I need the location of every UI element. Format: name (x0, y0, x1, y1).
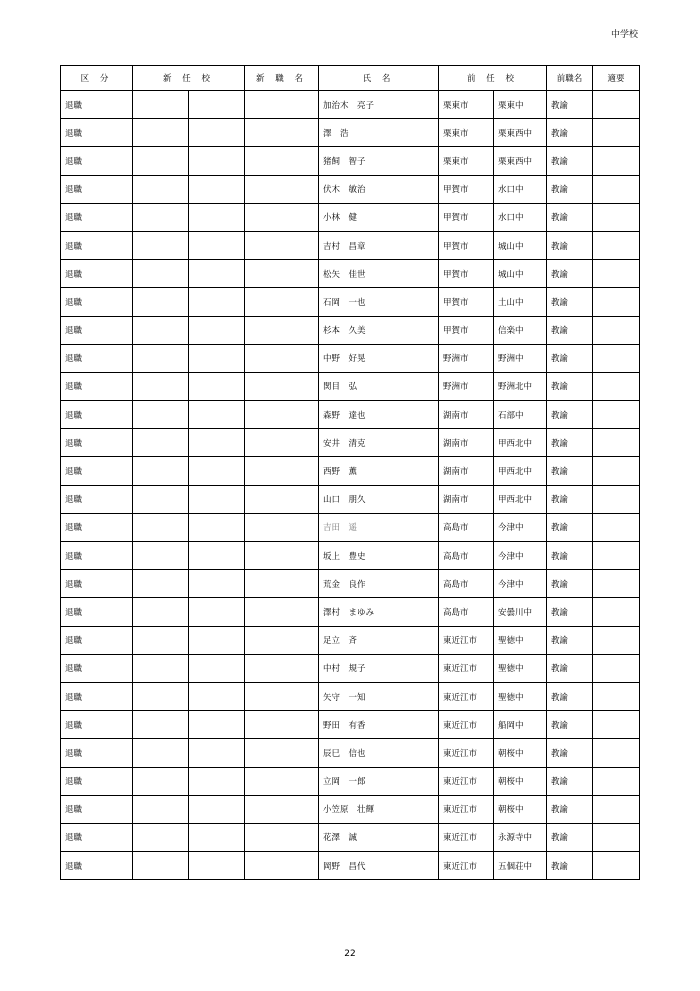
name-cell: 吉村 昌章 (319, 231, 439, 259)
prev-position-cell: 教諭 (547, 513, 593, 541)
name-cell: 岡野 昌代 (319, 852, 439, 880)
table-row (61, 542, 640, 570)
name-cell: 荒金 良作 (319, 570, 439, 598)
new-school-city-cell (133, 598, 189, 626)
prev-position-cell: 教諭 (547, 372, 593, 400)
remarks-cell (593, 372, 640, 400)
new-position-cell (245, 91, 319, 119)
personnel-table (60, 65, 640, 880)
new-position-cell (245, 570, 319, 598)
prev-school-city-cell: 東近江市 (439, 795, 494, 823)
header-remarks: 適要 (593, 66, 640, 91)
category-cell: 退職 (61, 598, 133, 626)
remarks-cell (593, 513, 640, 541)
name-cell: 中村 規子 (319, 654, 439, 682)
name-cell: 松矢 佳世 (319, 260, 439, 288)
new-position-cell (245, 231, 319, 259)
new-school-name-cell (189, 654, 245, 682)
new-position-cell (245, 513, 319, 541)
name-cell: 森野 達也 (319, 401, 439, 429)
table-row (61, 823, 640, 851)
category-cell: 退職 (61, 119, 133, 147)
remarks-cell (593, 288, 640, 316)
new-school-city-cell (133, 570, 189, 598)
new-school-city-cell (133, 316, 189, 344)
table-row (61, 457, 640, 485)
remarks-cell (593, 91, 640, 119)
category-cell: 退職 (61, 711, 133, 739)
category-cell: 退職 (61, 795, 133, 823)
prev-school-name-cell: 今津中 (494, 513, 547, 541)
remarks-cell (593, 401, 640, 429)
category-cell: 退職 (61, 823, 133, 851)
category-cell: 退職 (61, 542, 133, 570)
category-cell: 退職 (61, 513, 133, 541)
new-school-city-cell (133, 344, 189, 372)
table-row (61, 513, 640, 541)
new-school-name-cell (189, 626, 245, 654)
table-row (61, 316, 640, 344)
prev-school-name-cell: 永源寺中 (494, 823, 547, 851)
category-cell: 退職 (61, 372, 133, 400)
table-row (61, 288, 640, 316)
new-school-city-cell (133, 654, 189, 682)
name-cell: 中野 好晃 (319, 344, 439, 372)
prev-position-cell: 教諭 (547, 316, 593, 344)
prev-school-name-cell: 土山中 (494, 288, 547, 316)
remarks-cell (593, 231, 640, 259)
prev-school-city-cell: 東近江市 (439, 654, 494, 682)
new-school-name-cell (189, 485, 245, 513)
new-school-name-cell (189, 344, 245, 372)
prev-school-name-cell: 船岡中 (494, 711, 547, 739)
new-position-cell (245, 175, 319, 203)
new-school-name-cell (189, 203, 245, 231)
remarks-cell (593, 260, 640, 288)
remarks-cell (593, 429, 640, 457)
new-position-cell (245, 119, 319, 147)
prev-position-cell: 教諭 (547, 570, 593, 598)
header-new-school: 新 任 校 (133, 66, 245, 91)
new-school-name-cell (189, 91, 245, 119)
prev-school-name-cell: 信楽中 (494, 316, 547, 344)
new-position-cell (245, 372, 319, 400)
new-school-name-cell (189, 316, 245, 344)
prev-school-name-cell: 水口中 (494, 203, 547, 231)
new-school-name-cell (189, 429, 245, 457)
new-school-city-cell (133, 795, 189, 823)
new-school-name-cell (189, 739, 245, 767)
prev-school-city-cell: 野洲市 (439, 344, 494, 372)
new-school-city-cell (133, 175, 189, 203)
prev-position-cell: 教諭 (547, 429, 593, 457)
new-school-city-cell (133, 711, 189, 739)
name-cell: 西野 薫 (319, 457, 439, 485)
new-school-name-cell (189, 372, 245, 400)
name-cell: 花澤 誠 (319, 823, 439, 851)
remarks-cell (593, 316, 640, 344)
name-cell: 杉本 久美 (319, 316, 439, 344)
prev-school-name-cell: 甲西北中 (494, 485, 547, 513)
prev-school-name-cell: 野洲中 (494, 344, 547, 372)
new-school-city-cell (133, 767, 189, 795)
remarks-cell (593, 203, 640, 231)
new-position-cell (245, 795, 319, 823)
remarks-cell (593, 598, 640, 626)
prev-position-cell: 教諭 (547, 260, 593, 288)
new-school-name-cell (189, 401, 245, 429)
name-cell: 澤 浩 (319, 119, 439, 147)
new-school-name-cell (189, 457, 245, 485)
new-position-cell (245, 316, 319, 344)
remarks-cell (593, 739, 640, 767)
new-position-cell (245, 542, 319, 570)
name-cell: 猪飼 智子 (319, 147, 439, 175)
name-cell: 関目 弘 (319, 372, 439, 400)
table-row (61, 852, 640, 880)
prev-position-cell: 教諭 (547, 852, 593, 880)
category-cell: 退職 (61, 429, 133, 457)
prev-school-name-cell: 今津中 (494, 542, 547, 570)
category-cell: 退職 (61, 316, 133, 344)
new-school-name-cell (189, 682, 245, 710)
category-cell: 退職 (61, 91, 133, 119)
new-position-cell (245, 711, 319, 739)
new-school-city-cell (133, 542, 189, 570)
name-cell: 矢守 一知 (319, 682, 439, 710)
prev-school-name-cell: 五個荘中 (494, 852, 547, 880)
new-school-city-cell (133, 429, 189, 457)
remarks-cell (593, 711, 640, 739)
prev-position-cell: 教諭 (547, 231, 593, 259)
prev-school-name-cell: 栗東西中 (494, 147, 547, 175)
prev-school-city-cell: 東近江市 (439, 852, 494, 880)
new-position-cell (245, 401, 319, 429)
prev-position-cell: 教諭 (547, 626, 593, 654)
prev-position-cell: 教諭 (547, 542, 593, 570)
table-row (61, 231, 640, 259)
prev-school-name-cell: 甲西北中 (494, 457, 547, 485)
category-cell: 退職 (61, 682, 133, 710)
prev-position-cell: 教諭 (547, 203, 593, 231)
new-school-city-cell (133, 682, 189, 710)
page-number: 22 (344, 949, 356, 959)
table-row (61, 203, 640, 231)
new-school-city-cell (133, 147, 189, 175)
new-school-name-cell (189, 513, 245, 541)
table-row (61, 260, 640, 288)
prev-position-cell: 教諭 (547, 823, 593, 851)
prev-school-name-cell: 今津中 (494, 570, 547, 598)
name-cell: 伏木 敏治 (319, 175, 439, 203)
prev-school-name-cell: 城山中 (494, 260, 547, 288)
table-row (61, 682, 640, 710)
header-new-position: 新 職 名 (245, 66, 319, 91)
prev-school-name-cell: 栗東西中 (494, 119, 547, 147)
table-body (61, 91, 640, 880)
category-cell: 退職 (61, 231, 133, 259)
name-cell: 山口 朋久 (319, 485, 439, 513)
prev-position-cell: 教諭 (547, 401, 593, 429)
remarks-cell (593, 542, 640, 570)
new-school-city-cell (133, 513, 189, 541)
new-position-cell (245, 626, 319, 654)
prev-school-city-cell: 甲賀市 (439, 231, 494, 259)
new-school-city-cell (133, 203, 189, 231)
prev-position-cell: 教諭 (547, 654, 593, 682)
new-position-cell (245, 344, 319, 372)
name-cell: 吉田 遥 (319, 513, 439, 541)
prev-school-city-cell: 高島市 (439, 598, 494, 626)
table-row (61, 739, 640, 767)
category-cell: 退職 (61, 401, 133, 429)
new-school-name-cell (189, 147, 245, 175)
table-row (61, 570, 640, 598)
remarks-cell (593, 570, 640, 598)
new-school-city-cell (133, 401, 189, 429)
table-row (61, 711, 640, 739)
category-cell: 退職 (61, 344, 133, 372)
remarks-cell (593, 852, 640, 880)
name-cell: 辰巳 信也 (319, 739, 439, 767)
prev-school-city-cell: 甲賀市 (439, 203, 494, 231)
new-school-city-cell (133, 823, 189, 851)
prev-school-city-cell: 甲賀市 (439, 175, 494, 203)
remarks-cell (593, 682, 640, 710)
prev-school-name-cell: 朝桜中 (494, 739, 547, 767)
name-cell: 石岡 一也 (319, 288, 439, 316)
prev-position-cell: 教諭 (547, 344, 593, 372)
name-cell: 立岡 一郎 (319, 767, 439, 795)
category-cell: 退職 (61, 147, 133, 175)
prev-school-city-cell: 東近江市 (439, 711, 494, 739)
prev-school-name-cell: 安曇川中 (494, 598, 547, 626)
school-type-label: 中学校 (610, 30, 638, 40)
new-position-cell (245, 654, 319, 682)
new-school-city-cell (133, 852, 189, 880)
table-row (61, 654, 640, 682)
new-position-cell (245, 852, 319, 880)
table-row (61, 598, 640, 626)
prev-school-name-cell: 聖徳中 (494, 626, 547, 654)
prev-school-name-cell: 聖徳中 (494, 654, 547, 682)
remarks-cell (593, 654, 640, 682)
prev-school-city-cell: 東近江市 (439, 823, 494, 851)
prev-school-city-cell: 東近江市 (439, 767, 494, 795)
new-position-cell (245, 485, 319, 513)
remarks-cell (593, 175, 640, 203)
prev-school-city-cell: 野洲市 (439, 372, 494, 400)
prev-school-city-cell: 湖南市 (439, 485, 494, 513)
category-cell: 退職 (61, 654, 133, 682)
new-school-city-cell (133, 457, 189, 485)
prev-school-city-cell: 高島市 (439, 513, 494, 541)
remarks-cell (593, 119, 640, 147)
remarks-cell (593, 767, 640, 795)
category-cell: 退職 (61, 767, 133, 795)
prev-position-cell: 教諭 (547, 485, 593, 513)
new-school-city-cell (133, 288, 189, 316)
table-row (61, 626, 640, 654)
new-school-city-cell (133, 739, 189, 767)
table-row (61, 91, 640, 119)
name-cell: 小林 健 (319, 203, 439, 231)
prev-position-cell: 教諭 (547, 119, 593, 147)
table-row (61, 344, 640, 372)
prev-school-city-cell: 湖南市 (439, 429, 494, 457)
prev-position-cell: 教諭 (547, 598, 593, 626)
new-school-name-cell (189, 823, 245, 851)
prev-position-cell: 教諭 (547, 739, 593, 767)
new-school-name-cell (189, 852, 245, 880)
remarks-cell (593, 344, 640, 372)
new-school-name-cell (189, 767, 245, 795)
prev-position-cell: 教諭 (547, 147, 593, 175)
prev-position-cell: 教諭 (547, 91, 593, 119)
name-cell: 足立 斉 (319, 626, 439, 654)
remarks-cell (593, 147, 640, 175)
prev-school-city-cell: 甲賀市 (439, 316, 494, 344)
remarks-cell (593, 795, 640, 823)
new-position-cell (245, 147, 319, 175)
new-school-name-cell (189, 119, 245, 147)
table-row (61, 372, 640, 400)
name-cell: 澤村 まゆみ (319, 598, 439, 626)
new-position-cell (245, 203, 319, 231)
new-position-cell (245, 288, 319, 316)
prev-school-name-cell: 城山中 (494, 231, 547, 259)
new-school-city-cell (133, 626, 189, 654)
prev-school-name-cell: 朝桜中 (494, 767, 547, 795)
new-school-name-cell (189, 260, 245, 288)
table-row (61, 401, 640, 429)
prev-school-city-cell: 高島市 (439, 542, 494, 570)
header-category: 区 分 (61, 66, 133, 91)
new-school-name-cell (189, 598, 245, 626)
prev-school-name-cell: 甲西北中 (494, 429, 547, 457)
table-row (61, 147, 640, 175)
new-position-cell (245, 823, 319, 851)
prev-school-name-cell: 水口中 (494, 175, 547, 203)
prev-school-city-cell: 湖南市 (439, 457, 494, 485)
category-cell: 退職 (61, 485, 133, 513)
category-cell: 退職 (61, 852, 133, 880)
prev-school-name-cell: 朝桜中 (494, 795, 547, 823)
table-row (61, 767, 640, 795)
prev-school-city-cell: 湖南市 (439, 401, 494, 429)
prev-position-cell: 教諭 (547, 795, 593, 823)
prev-school-city-cell: 栗東市 (439, 119, 494, 147)
category-cell: 退職 (61, 626, 133, 654)
table-row (61, 175, 640, 203)
prev-school-city-cell: 高島市 (439, 570, 494, 598)
new-school-name-cell (189, 288, 245, 316)
prev-position-cell: 教諭 (547, 288, 593, 316)
category-cell: 退職 (61, 288, 133, 316)
prev-position-cell: 教諭 (547, 175, 593, 203)
prev-school-name-cell: 野洲北中 (494, 372, 547, 400)
header-prev-school: 前 任 校 (439, 66, 547, 91)
category-cell: 退職 (61, 739, 133, 767)
name-cell: 野田 有香 (319, 711, 439, 739)
new-position-cell (245, 457, 319, 485)
table-row (61, 119, 640, 147)
prev-school-name-cell: 石部中 (494, 401, 547, 429)
prev-school-city-cell: 東近江市 (439, 682, 494, 710)
table-row (61, 429, 640, 457)
new-school-name-cell (189, 795, 245, 823)
new-school-name-cell (189, 542, 245, 570)
prev-school-city-cell: 栗東市 (439, 91, 494, 119)
prev-position-cell: 教諭 (547, 767, 593, 795)
prev-position-cell: 教諭 (547, 682, 593, 710)
new-school-city-cell (133, 372, 189, 400)
table-header-row (61, 66, 640, 91)
prev-position-cell: 教諭 (547, 711, 593, 739)
category-cell: 退職 (61, 175, 133, 203)
remarks-cell (593, 626, 640, 654)
prev-school-city-cell: 東近江市 (439, 626, 494, 654)
remarks-cell (593, 485, 640, 513)
new-position-cell (245, 739, 319, 767)
name-cell: 加治木 亮子 (319, 91, 439, 119)
category-cell: 退職 (61, 260, 133, 288)
category-cell: 退職 (61, 203, 133, 231)
new-position-cell (245, 767, 319, 795)
prev-school-city-cell: 栗東市 (439, 147, 494, 175)
new-school-city-cell (133, 231, 189, 259)
name-cell: 安井 清克 (319, 429, 439, 457)
new-school-city-cell (133, 260, 189, 288)
remarks-cell (593, 823, 640, 851)
new-school-name-cell (189, 570, 245, 598)
header-name: 氏 名 (319, 66, 439, 91)
new-position-cell (245, 260, 319, 288)
new-school-city-cell (133, 485, 189, 513)
header-prev-position: 前職名 (547, 66, 593, 91)
new-school-city-cell (133, 91, 189, 119)
category-cell: 退職 (61, 570, 133, 598)
category-cell: 退職 (61, 457, 133, 485)
table-row (61, 795, 640, 823)
new-school-city-cell (133, 119, 189, 147)
new-school-name-cell (189, 711, 245, 739)
name-cell: 坂上 豊史 (319, 542, 439, 570)
prev-school-city-cell: 甲賀市 (439, 288, 494, 316)
prev-school-name-cell: 栗東中 (494, 91, 547, 119)
table-row (61, 485, 640, 513)
new-position-cell (245, 598, 319, 626)
prev-school-city-cell: 東近江市 (439, 739, 494, 767)
prev-school-city-cell: 甲賀市 (439, 260, 494, 288)
name-cell: 小笠原 壮輝 (319, 795, 439, 823)
remarks-cell (593, 457, 640, 485)
prev-position-cell: 教諭 (547, 457, 593, 485)
new-position-cell (245, 429, 319, 457)
new-school-name-cell (189, 175, 245, 203)
prev-school-name-cell: 聖徳中 (494, 682, 547, 710)
new-position-cell (245, 682, 319, 710)
new-school-name-cell (189, 231, 245, 259)
